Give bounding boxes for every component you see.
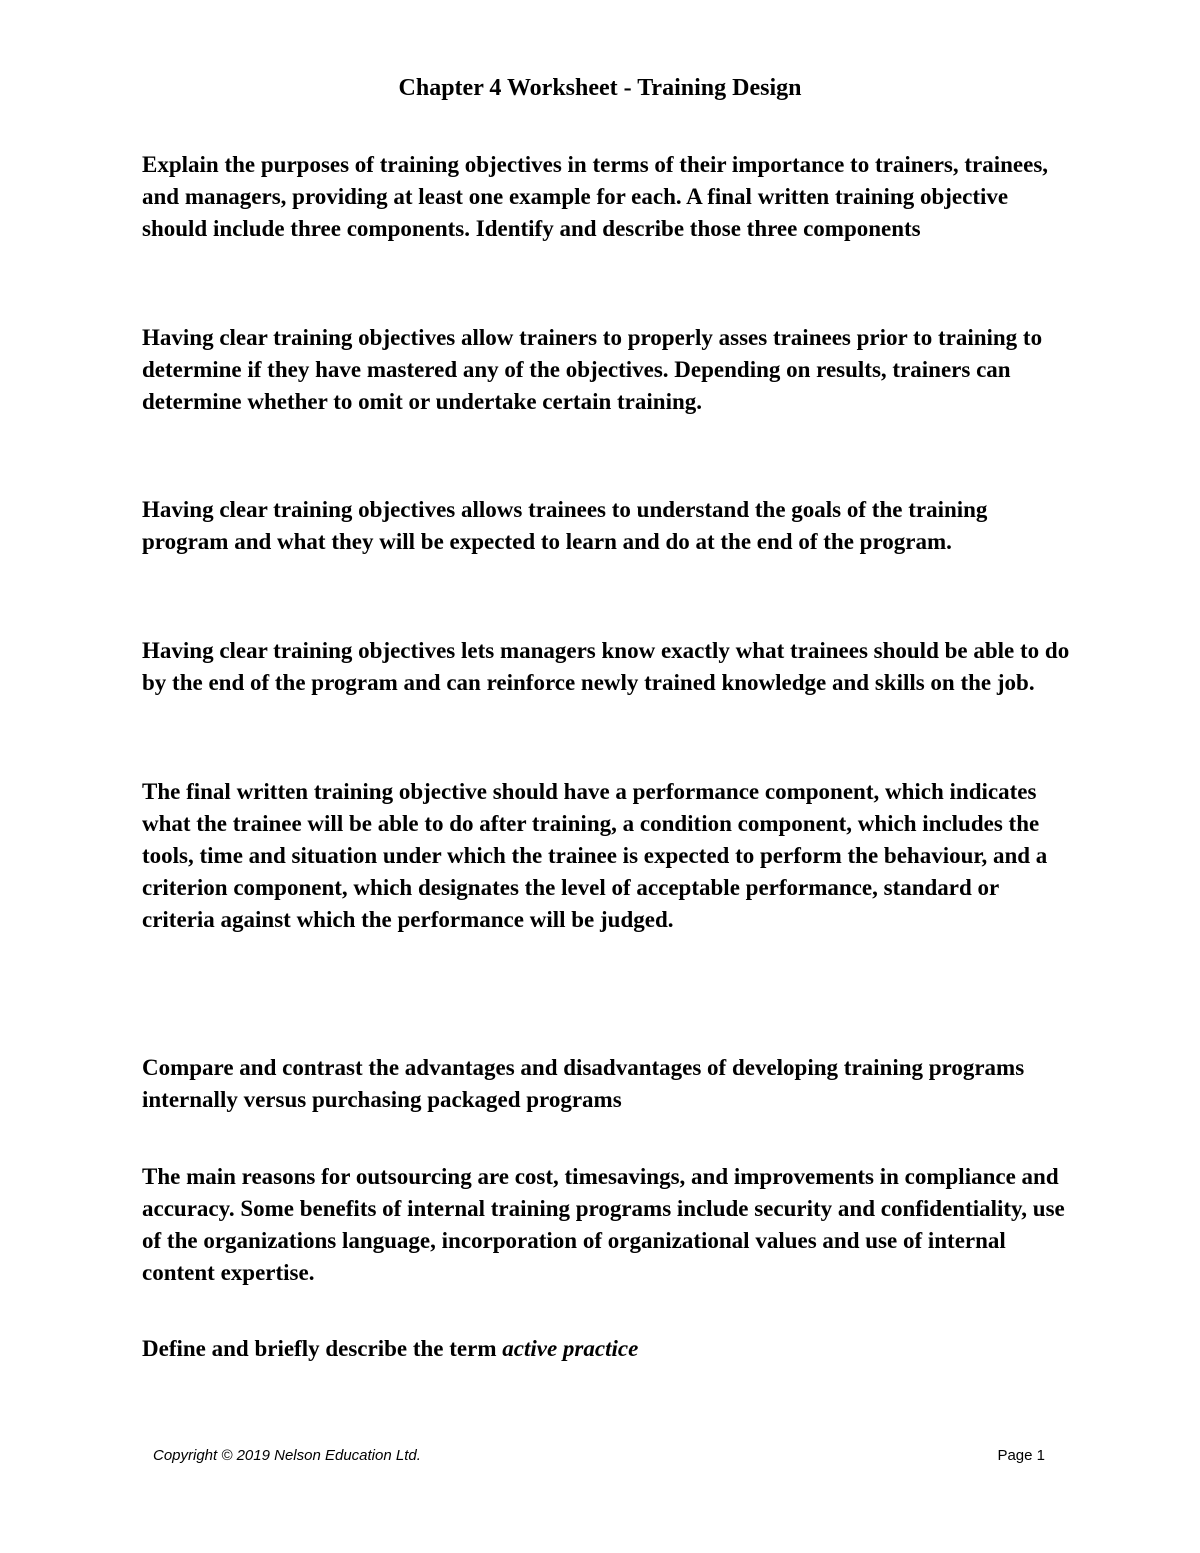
question-paragraph: Compare and contrast the advantages and disadvantages of developing training programs internally versus purchasing packaged programs xyxy=(142,1055,1025,1112)
question-paragraph: Explain the purposes of training objectives in terms of their importance to trainers, trainees, and managers, providing at least one example for each. A final written training objective should include three components. Identify and describe those three components xyxy=(142,152,1049,241)
italic-term: active practice xyxy=(502,1336,639,1361)
question-paragraph xyxy=(142,1333,1072,1365)
answer-paragraph: The main reasons for outsourcing are cost, timesavings, and improvements in compliance and accuracy. Some benefits of internal training programs include security and confidentiality, use of the organizations language, incorporation of organizational values and use of internal content expertise. xyxy=(142,1164,1065,1285)
answer-paragraph: Having clear training objectives allows trainees to understand the goals of the training program and what they will be expected to learn and do at the end of the program. xyxy=(142,497,988,554)
answer-paragraph: The final written training objective should have a performance component, which indicates what the trainee will be able to do after training, a condition component, which includes the tools, time and situation under which the trainee is expected to perform the behaviour, and a criterion component, which designates the level of acceptable performance, standard or criteria against which the performance will be judged. xyxy=(142,779,1048,932)
page-title: Chapter 4 Worksheet - Training Design xyxy=(398,75,802,101)
answer-paragraph: Having clear training objectives allow trainers to properly asses trainees prior to training to determine if they have mastered any of the objectives. Depending on results, trainers can determine whether to omit or undertake certain training. xyxy=(142,325,1043,414)
footer-page-number: Page 1 xyxy=(997,1447,1045,1464)
footer-copyright: Copyright © 2019 Nelson Education Ltd. xyxy=(153,1447,421,1464)
question-prefix: Define and briefly describe the term xyxy=(142,1336,503,1361)
answer-paragraph: Having clear training objectives lets managers know exactly what trainees should be able to do by the end of the program and can reinforce newly trained knowledge and skills on the job. xyxy=(142,638,1070,695)
